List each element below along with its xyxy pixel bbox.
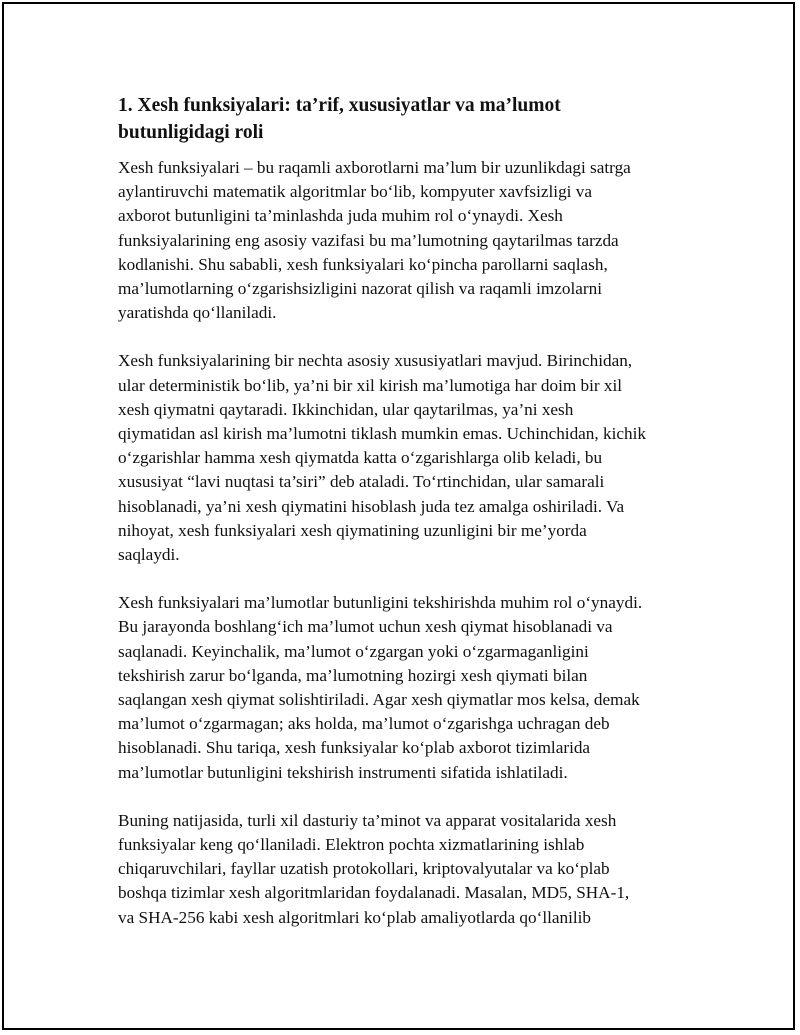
paragraph-integrity: Xesh funksiyalari ma’lumotlar butunligini tekshirishda muhim rol o‘ynaydi. Bu jarayonda boshlang‘ich ma’lumot uchun xesh qiymat hisoblanadi va saqlanadi. Keyinchalik, ma’lumot o‘zgargan yoki o‘zgarmaganligini tekshirish zarur bo‘lganda, ma’lumotning hozirgi xesh qiymati bilan saqlangan xesh qiymat solishtiriladi. Agar xesh qiymatlar mos kelsa, demak ma’lumot o‘zgarmagan; aks holda, ma’lumot o‘zgarishga uchragan deb hisoblanadi. Shu tariqa, xesh funksiyalar ko‘plab axborot tizimlarida ma’lumotlar butunligini tekshirish instrumenti sifatida ishlatiladi. xyxy=(118,593,643,782)
paragraph-applications: Buning natijasida, turli xil dasturiy ta’minot va apparat vositalarida xesh funksiyalar keng qo‘llaniladi. Elektron pochta xizmatlarining ishlab chiqaruvchilari, fayllar uzatish protokollari, kriptovalyutalar va ko‘plab boshqa tizimlar xesh algoritmlaridan foydalanadi. Masalan, MD5, SHA-1, va SHA-256 kabi xesh algoritmlari ko‘plab amaliyotlarda qo‘llanilib xyxy=(118,810,630,927)
paragraph-properties: Xesh funksiyalarining bir nechta asosiy xususiyatlari mavjud. Birinchidan, ular deterministik bo‘lib, ya’ni bir xil kirish ma’lumotiga har doim bir xil xesh qiymatni qaytaradi. Ikkinchidan, ular qaytarilmas, ya’ni xesh qiymatidan asl kirish ma’lumotni tiklash mumkin emas. Uchinchidan, kichik o‘zgarishlar hamma xesh qiymatda katta o‘zgarishlarga olib keladi, bu xususiyat “lavi nuqtasi ta’siri” deb ataladi. To‘rtinchidan, ular samarali hisoblanadi, ya’ni xesh qiymatini hisoblash juda tez amalga oshiriladi. Va nihoyat, xesh funksiyalari xesh qiymatining uzunligini bir me’yorda saqlaydi. xyxy=(118,351,646,565)
section-heading: 1. Xesh funksiyalari: ta’rif, xususiyatlar va ma’lumot butunligidagi roli xyxy=(118,95,561,143)
document-body xyxy=(118,92,688,954)
paragraph-definition: Xesh funksiyalari – bu raqamli axborotlarni ma’lum bir uzunlikdagi satrga aylantiruvchi matematik algoritmlar bo‘lib, kompyuter xavfsizligi va axborot butunligini ta’minlashda juda muhim rol o‘ynaydi. Xesh funksiyalarining eng asosiy vazifasi bu ma’lumotning qaytarilmas tarzda kodlanishi. Shu sababli, xesh funksiyalari ko‘pincha parollarni saqlash, ma’lumotlarning o‘zgarishsizligini nazorat qilish va raqamli imzolarni yaratishda qo‘llaniladi. xyxy=(118,158,631,323)
